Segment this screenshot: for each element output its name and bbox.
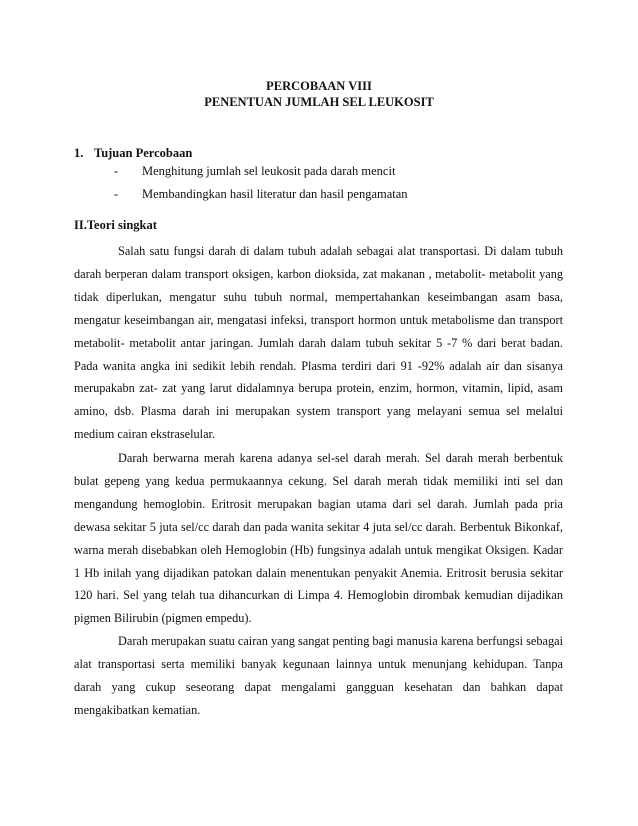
paragraph-2: [74, 447, 563, 630]
bullet-dash: -: [114, 164, 119, 178]
section-1-number: 1.: [74, 146, 84, 160]
section-2-heading: II.Teori singkat: [74, 218, 157, 232]
paragraph-1: [74, 240, 563, 446]
list-item-text: Menghitung jumlah sel leukosit pada darah mencit: [142, 164, 396, 178]
document-subtitle: PENENTUAN JUMLAH SEL LEUKOSIT: [204, 95, 434, 109]
paragraph-3: [74, 630, 563, 722]
objectives-list: [114, 163, 408, 209]
list-item: [114, 163, 408, 186]
section-1-heading: [74, 145, 192, 161]
paragraph-text: Darah berwarna merah karena adanya sel-sel darah merah. Sel darah merah berbentuk bulat gepeng yang kedua permukaannya cekung. Sel darah merah tidak memiliki inti sel dan mengandung hemoglobin. Eritrosit merupakan bagian utama dari sel darah. Jumlah pada pria dewasa sekitar 5 juta sel/cc darah dan pada wanita sekitar 4 juta sel/cc darah. Berbentuk Bikonkaf, warna merah disebabkan oleh Hemoglobin (Hb) fungsinya adalah untuk mengikat Oksigen. Kadar 1 Hb inilah yang dijadikan patokan dalain menentukan penyakit Anemia. Eritrosit berusia sekitar 120 hari. Sel yang telah tua dihancurkan di Limpa 4. Hemoglobin dirombak kemudian dijadikan pigmen Bilirubin (pigmen empedu).: [74, 451, 563, 626]
list-item-text: Membandingkan hasil literatur dan hasil pengamatan: [142, 187, 408, 201]
paragraph-text: Salah satu fungsi darah di dalam tubuh adalah sebagai alat transportasi. Di dalam tubuh darah berperan dalam transport oksigen, karbon dioksida, zat makanan , metabolit- metabolit yang tidak diperlukan, mengatur suhu tubuh normal, mempertahankan keseimbangan asam basa, mengatur keseimbangan air, mengatasi infeksi, transport hormon untuk metabolisme dan transport metabolit- metabolit antar jaringan. Jumlah darah dalam tubuh sekitar 5 -7 % dari berat badan. Pada wanita angka ini sedikit lebih rendah. Plasma terdiri dari 91 -92% adalah air dan sisanya merupakabn zat- zat yang larut didalamnya berupa protein, enzim, hormon, vitamin, lipid, asam amino, dsb. Plasma darah ini merupakan system transport yang melayani semua sel melalui medium cairan ekstraselular.: [74, 244, 563, 442]
list-item: [114, 186, 408, 209]
section-1-title: Tujuan Percobaan: [94, 146, 193, 160]
document-title: PERCOBAAN VIII: [266, 79, 372, 93]
paragraph-text: Darah merupakan suatu cairan yang sangat penting bagi manusia karena berfungsi sebagai alat transportasi serta memiliki banyak kegunaan lainnya untuk menunjang kehidupan. Tanpa darah yang cukup seseorang dapat mengalami gangguan kesehatan dan bahkan dapat mengakibatkan kematian.: [74, 634, 563, 717]
bullet-dash: -: [114, 187, 119, 201]
